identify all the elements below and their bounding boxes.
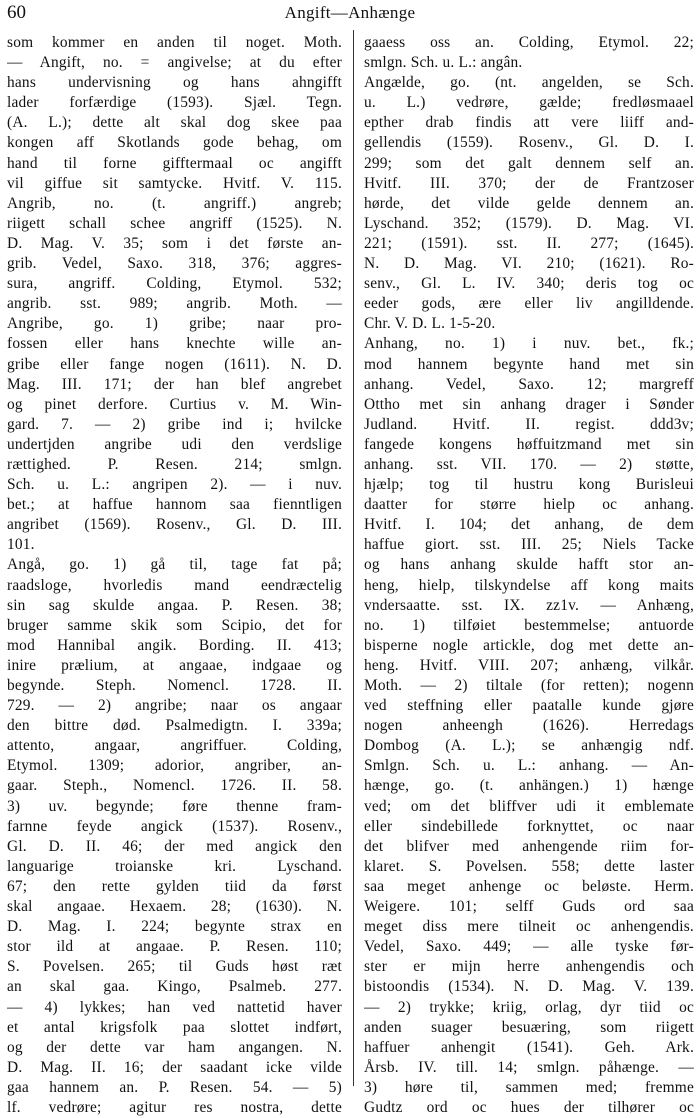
page-header: [0, 0, 700, 26]
text-line: farnne feyde angick (1537). Rosenv.,: [7, 817, 342, 835]
text-line: Sch. u. L.: angripen 2). — i nuv.: [7, 476, 342, 494]
text-line: haffuer anhengit (1541). Geh. Ark.: [364, 1038, 694, 1056]
text-line: meget diss mere tilneit oc anhengendis.: [364, 918, 694, 936]
text-line: 101.: [7, 536, 35, 554]
text-line: eeder gods, ære eller liv angilldende.: [364, 295, 694, 313]
text-line: 3) uv. begynde; føre thenne fram-: [7, 797, 342, 815]
text-line: Anhang, no. 1) i nuv. bet., fk.;: [364, 335, 694, 353]
text-line: lf. vedrøre; agitur res nostra, dette: [7, 1098, 342, 1116]
text-line: angribet (1569). Rosenv., Gl. D. III.: [7, 516, 342, 534]
text-line: vil giffue sit samtycke. Hvitf. V. 115.: [7, 174, 342, 192]
text-line: Angå, go. 1) gå til, tage fat på;: [7, 556, 342, 574]
text-line: 221; (1591). sst. II. 277; (1645).: [364, 234, 694, 252]
text-line: og pinet derfore. Curtius v. M. Win-: [7, 395, 342, 413]
text-line: mod Hannibal angik. Bording. II. 413;: [7, 636, 342, 654]
text-line: grib. Vedel, Saxo. 318, 376; aggres-: [7, 255, 342, 273]
text-line: hjælp; tog til hustru kong Burisleui: [364, 476, 694, 494]
text-line: — 2) trykke; kriig, orlag, dyr tiid oc: [364, 998, 694, 1016]
text-line: den bittre død. Psalmedigtn. I. 339a;: [7, 717, 342, 735]
text-line: bisperne nogle artickle, dog met dette an-: [364, 636, 694, 654]
text-line: N. D. Mag. VI. 210; (1621). Ro-: [364, 255, 694, 273]
text-line: fossen eller hans knechte wille an-: [7, 335, 342, 353]
text-line: ster er mijn herre anhengendis och: [364, 958, 694, 976]
text-line: hørde, det vilde gelde dennem an.: [364, 194, 694, 212]
text-line: gribe eller fange nogen (1611). N. D.: [7, 355, 342, 373]
text-line: ved; om det bliffver udi it emblemate: [364, 797, 694, 815]
text-line: no. 1) tilføiet bestemmelse; antuorde: [364, 616, 694, 634]
text-line: Mag. III. 171; der han blef angrebet: [7, 375, 342, 393]
text-line: sin sag skulde angaa. P. Resen. 38;: [7, 596, 342, 614]
text-line: angrib. sst. 989; angrib. Moth. —: [7, 295, 342, 313]
text-line: Dombog (A. L.); se anhængig ndf.: [364, 737, 694, 755]
text-line: — 4) lykkes; han ved nattetid haver: [7, 998, 342, 1016]
text-line: gaar. Steph., Nomencl. 1726. II. 58.: [7, 777, 342, 795]
text-line: 729. — 2) angribe; naar os angaar: [7, 697, 342, 715]
text-line: Angrib, no. (t. angriff.) angreb;: [7, 194, 342, 212]
text-line: 3) høre til, sammen med; fremme: [364, 1078, 694, 1096]
text-line: Vedel, Saxo. 449; — alle tyske før-: [364, 938, 694, 956]
text-line: hand til forne gifftermaal oc angifft: [7, 154, 342, 172]
text-line: raadsloge, hvorledis mand eendræctelig: [7, 576, 342, 594]
text-line: Etymol. 1309; adorior, angriber, an-: [7, 757, 342, 775]
text-line: eller sindebillede forknyttet, oc naar: [364, 817, 694, 835]
text-line: hænge, go. (t. anhängen.) 1) hænge: [364, 777, 694, 795]
text-line: Weigere. 101; selff Guds ord saa: [364, 898, 694, 916]
text-line: (A. L.); dette alt skal dog skee paa: [7, 114, 342, 132]
text-line: skal angaae. Hexaem. 28; (1630). N.: [7, 898, 342, 916]
text-line: gard. 7. — 2) gribe ind i; hvilcke: [7, 415, 342, 433]
text-line: epther drab findis att vere liiff and-: [364, 114, 694, 132]
text-line: som kommer en anden til noget. Moth.: [7, 34, 342, 51]
text-line: Angribe, go. 1) gribe; naar pro-: [7, 315, 342, 333]
text-line: D. Mag. I. 224; begynte strax en: [7, 918, 342, 936]
text-line: Smlgn. Sch. u. L.: anhang. — An-: [364, 757, 694, 775]
text-line: 299; som det galt dennem self an.: [364, 154, 694, 172]
text-line: lader forfærdige (1593). Sjæl. Tegn.: [7, 94, 342, 112]
text-line: 67; den rette gylden tiid da først: [7, 877, 342, 895]
text-line: smlgn. Sch. u. L.: angân.: [364, 54, 523, 72]
text-line: anden suager besuæring, som riigett: [364, 1018, 694, 1036]
text-line: Hvitf. I. 104; det anhang, de dem: [364, 516, 694, 534]
text-line: S. Povelsen. 265; til Guds høst ræt: [7, 958, 342, 976]
text-line: — Angift, no. = angivelse; at du efter: [7, 54, 342, 72]
text-line: heng, hielp, tilskyndelse aff kong maits: [364, 576, 694, 594]
text-line: et antal krigsfolk paa slottet indført,: [7, 1018, 342, 1036]
text-line: riigett schall schee angriff (1525). N.: [7, 214, 342, 232]
text-line: gellendis (1559). Rosenv., Gl. D. I.: [364, 134, 694, 152]
text-line: rættighed. P. Resen. 214; smlgn.: [7, 455, 342, 473]
text-line: Moth. — 2) tiltale (for retten); nogenn: [364, 677, 694, 694]
right-column: [364, 33, 694, 1118]
text-line: klaret. S. Povelsen. 558; dette laster: [364, 857, 694, 875]
text-line: D. Mag. V. 35; som i det første an-: [7, 234, 342, 252]
text-line: gaaess oss an. Colding, Etymol. 22;: [364, 34, 694, 51]
text-line: og der dette var ham angangen. N.: [7, 1038, 342, 1056]
text-line: saa meget anhenge oc beløste. Herm.: [364, 877, 694, 895]
text-line: hans undervisning og hans ahngifft: [7, 74, 342, 92]
running-head: Angift—Anhænge: [284, 3, 416, 22]
text-line: anhang. sst. VII. 170. — 2) støtte,: [364, 455, 694, 473]
text-line: anhang. Vedel, Saxo. 12; margreff: [364, 375, 694, 393]
text-line: heng. Hvitf. VIII. 207; anhæng, vilkår.: [364, 656, 694, 674]
text-line: Chr. V. D. L. 1-5-20.: [364, 315, 496, 333]
text-line: senv., Gl. L. IV. 340; deris tog oc: [364, 275, 694, 293]
text-line: daatter for større hielp oc anhang.: [364, 496, 694, 514]
text-line: Judland. Hvitf. II. regist. ddd3v;: [364, 415, 694, 433]
text-line: sura, angriff. Colding, Etymol. 532;: [7, 275, 342, 293]
text-line: Årsb. IV. till. 14; smlgn. påhænge. —: [364, 1058, 694, 1076]
text-line: bistoondis (1534). N. D. Mag. V. 139.: [364, 978, 694, 996]
text-line: fangede kongens høffuitzmand met sin: [364, 435, 694, 453]
text-line: Lyschand. 352; (1579). D. Mag. VI.: [364, 214, 694, 232]
text-line: Angælde, go. (nt. angelden, se Sch.: [364, 74, 694, 92]
left-column: [7, 33, 342, 1118]
text-line: Gl. D. II. 46; der med angick den: [7, 837, 342, 855]
column-divider: [353, 30, 354, 1086]
text-line: an skal gaa. Kingo, Psalmeb. 277.: [7, 978, 342, 996]
text-line: og hans anhang skulde hafft stor an-: [364, 556, 694, 574]
text-line: kongen aff Skotlands gode behag, om: [7, 134, 342, 152]
text-line: undertjden angribe udi den verdslige: [7, 435, 342, 453]
text-line: Hvitf. III. 370; der de Frantzoser: [364, 174, 694, 192]
text-line: mod hannem begynte hand met sin: [364, 355, 694, 373]
text-line: inire prælium, at angaae, indgaae og: [7, 656, 342, 674]
text-line: gaa hannem an. P. Resen. 54. — 5): [7, 1078, 342, 1096]
text-line: D. Mag. II. 16; der saadant icke vilde: [7, 1058, 342, 1076]
text-line: bet.; at haffue hannom saa fienntligen: [7, 496, 342, 514]
text-line: languarige troianske kri. Lyschand.: [7, 857, 342, 875]
text-line: attento, angaar, angriffuer. Colding,: [7, 737, 342, 755]
text-line: Ottho met sin anhang drager i Sønder: [364, 395, 694, 413]
text-line: haffue giort. sst. III. 25; Niels Tacke: [364, 536, 694, 554]
text-line: begynde. Steph. Nomencl. 1728. II.: [7, 677, 342, 694]
text-line: nogen anheengh (1626). Herredags: [364, 717, 694, 735]
page-number: 60: [7, 2, 26, 23]
text-line: Gudtz ord oc hues der tilhører oc: [364, 1098, 694, 1116]
text-line: bruger samme skik som Scipio, det for: [7, 616, 342, 634]
text-line: vndersaatte. sst. IX. zz1v. — Anhæng,: [364, 596, 694, 614]
text-line: u. L.) vedrøre, gælde; fredløsmaael: [364, 94, 694, 112]
text-line: ved steffning eller paatalle kunde gjøre: [364, 697, 694, 715]
text-line: stor ild at angaae. P. Resen. 110;: [7, 938, 342, 956]
text-line: det blifver med anhengende riim for-: [364, 837, 694, 855]
